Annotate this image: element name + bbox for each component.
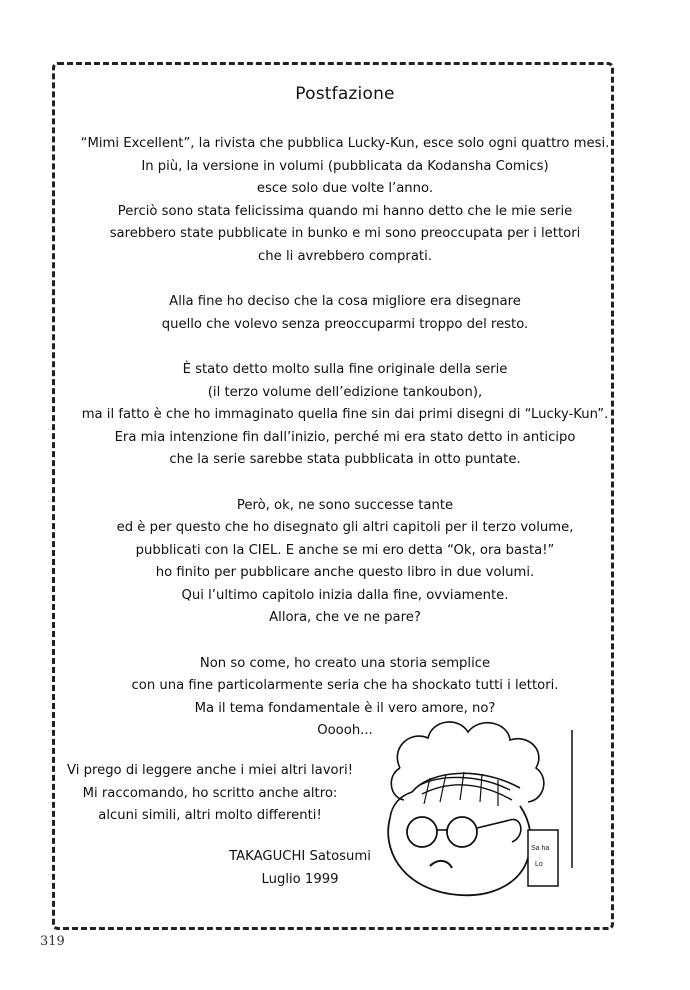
text-line: Ooooh... <box>317 723 373 739</box>
paragraph-1 <box>60 133 630 269</box>
author-portrait-illustration <box>360 708 600 908</box>
text-line: che la serie sarebbe stata pubblicata in otto puntate. <box>169 452 521 468</box>
text-line: ho finito per pubblicare anche questo libro in due volumi. <box>155 565 535 581</box>
text-line: Allora, che ve ne pare? <box>269 610 421 626</box>
closing-message <box>40 760 380 828</box>
sign-text: Sa ha <box>531 845 550 852</box>
text-line: con una fine particolarmente seria che ha shockato tutti i lettori. <box>131 678 559 694</box>
text-line: Non so come, ho creato una storia semplice <box>199 655 491 671</box>
paragraph-2 <box>60 291 630 336</box>
text-line: Qui l’ultimo capitolo inizia dalla fine, ovviamente. <box>181 587 509 603</box>
afterword-body <box>60 133 630 766</box>
text-line: È stato detto molto sulla fine originale della serie <box>182 361 508 377</box>
text-line: (il terzo volume dell’edizione tankoubon), <box>207 384 483 400</box>
text-line: alcuni simili, altri molto differenti! <box>98 808 322 824</box>
text-line: quello che volevo senza preoccuparmi troppo del resto. <box>161 316 529 332</box>
text-line: Però, ok, ne sono successe tante <box>236 497 454 513</box>
text-line: “Mimi Excellent”, la rivista che pubblica Lucky-Kun, esce solo ogni quattro mesi. <box>80 136 610 151</box>
text-line: Ma il tema fondamentale è il vero amore, no? <box>194 700 496 716</box>
signature-date: Luglio 1999 <box>261 871 339 887</box>
text-line: In più, la versione in volumi (pubblicata da Kodansha Comics) <box>141 158 549 174</box>
text-line: Era mia intenzione fin dall’inizio, perché mi era stato detto in anticipo <box>114 429 576 445</box>
page-title: Postfazione <box>295 84 395 104</box>
text-line: che li avrebbero comprati. <box>258 248 432 264</box>
paragraph-3 <box>60 359 630 472</box>
page-number: 319 <box>40 934 65 949</box>
text-line: sarebbero state pubblicate in bunko e mi sono preoccupata per i lettori <box>109 226 581 242</box>
text-line: Vi prego di leggere anche i miei altri lavori! <box>66 763 353 778</box>
text-line: pubblicati con la CIEL. E anche se mi ero detta “Ok, ora basta!” <box>135 542 555 558</box>
sign-text: Lo <box>535 861 543 868</box>
text-line: esce solo due volte l’anno. <box>256 181 434 197</box>
text-line: ed è per questo che ho disegnato gli altri capitoli per il terzo volume, <box>116 520 574 536</box>
text-line: Alla fine ho deciso che la cosa migliore era disegnare <box>169 294 521 310</box>
paragraph-4 <box>60 495 630 631</box>
text-line: Perciò sono stata felicissima quando mi hanno detto che le mie serie <box>117 203 573 219</box>
text-line: ma il fatto è che ho immaginato quella fine sin dai primi disegni di “Lucky-Kun”. <box>81 407 609 423</box>
author-name: TAKAGUCHI Satosumi <box>229 849 371 864</box>
text-line: Mi raccomando, ho scritto anche altro: <box>82 785 338 801</box>
